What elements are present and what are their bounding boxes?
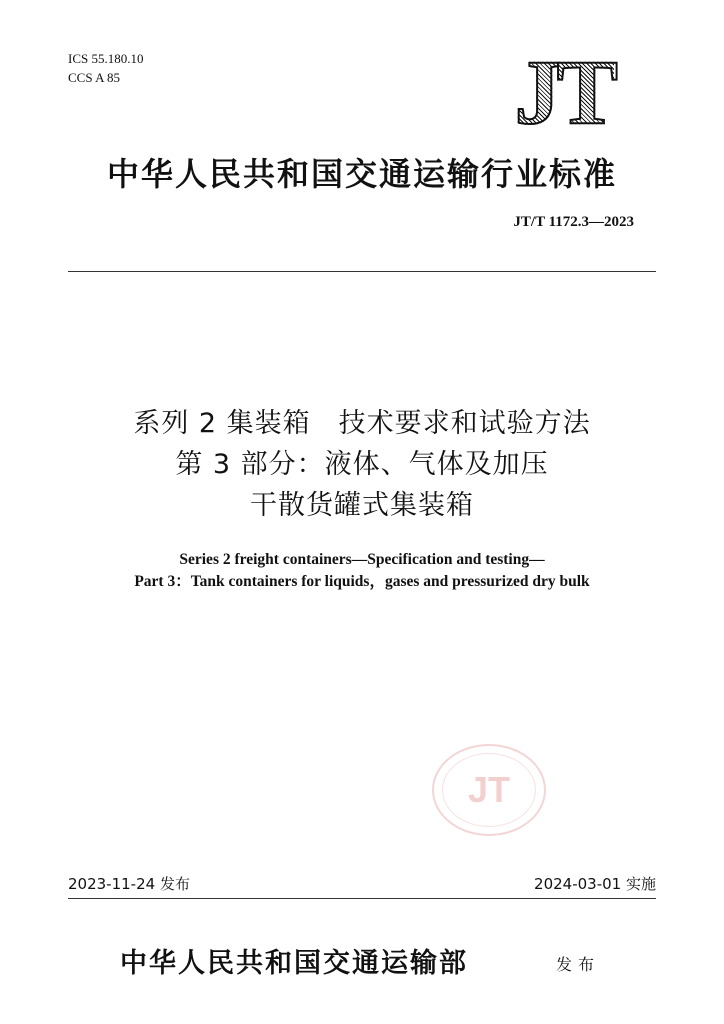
divider-top <box>68 271 656 272</box>
issue-date: 2023-11-24 发布 <box>68 875 190 893</box>
en-title-line-1: Series 2 freight containers—Specification and testing— <box>179 551 545 568</box>
en-title-line-2: Part 3：Tank containers for liquids，gases and pressurized dry bulk <box>134 573 590 590</box>
standard-number: JT/T 1172.3—2023 <box>513 214 634 230</box>
ccs-code: CCS A 85 <box>68 70 121 85</box>
publisher: 中华人民共和国交通运输部 <box>120 948 468 979</box>
cn-title-line-2: 第 3 部分：液体、气体及加压 <box>175 449 549 480</box>
watermark-text: JT <box>442 753 536 827</box>
cn-title-line-1: 系列 2 集装箱 技术要求和试验方法 <box>133 408 591 439</box>
divider-bottom <box>68 898 656 899</box>
publish-label: 发布 <box>556 955 601 974</box>
cn-title-line-3: 干散货罐式集装箱 <box>250 490 474 521</box>
watermark-seal <box>432 744 546 836</box>
ics-code: ICS 55.180.10 <box>68 51 144 66</box>
implementation-date: 2024-03-01 实施 <box>534 875 656 893</box>
jt-logo: JT <box>464 56 614 128</box>
industry-standard-title: 中华人民共和国交通运输行业标准 <box>106 155 617 193</box>
